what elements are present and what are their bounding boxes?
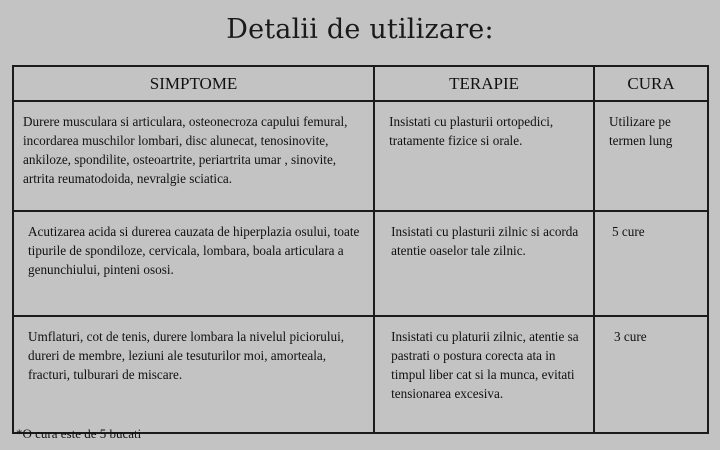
symptoms-cell: Durere musculara si articulara, osteonecroza capului femural, incordarea muschilor lombari, disc alunecat, tenosinovite, ankiloze, spondilite, osteoartrite, periartrita umar , sinovite, artrita reumatodoida, nevralgie sciatica. [13,101,374,211]
symptoms-cell: Umflaturi, cot de tenis, durere lombara la nivelul piciorului, dureri de membre, leziuni ale tesuturilor moi, amorteala, fracturi, tulburari de miscare. [13,316,374,433]
symptoms-cell: Acutizarea acida si durerea cauzata de hiperplazia osului, toate tipurile de spondiloze, cervicala, lombara, boala articulara a genunchiului, pinteni ososi. [13,211,374,316]
footnote: *O cura este de 5 bucati [16,426,142,441]
cure-cell: 3 cure [594,316,708,433]
table-row [13,211,708,316]
therapy-cell: Insistati cu plasturii zilnic si acorda atentie oaselor tale zilnic. [374,211,594,316]
therapy-cell: Insistati cu plasturii ortopedici, tratamente fizice si orale. [374,101,594,211]
cure-cell: 5 cure [594,211,708,316]
usage-details-table [12,65,709,434]
table-row [13,316,708,433]
cure-cell: Utilizare pe termen lung [594,101,708,211]
header-simptome: SIMPTOME [13,66,374,101]
header-cura: CURA [594,66,708,101]
table-header-row [13,66,708,101]
header-terapie: TERAPIE [374,66,594,101]
therapy-cell: Insistati cu platurii zilnic, atentie sa pastrati o postura corecta ata in timpul liber cat si la munca, evitati tensionarea excesiva. [374,316,594,433]
table-row [13,101,708,211]
page-title: Detalii de utilizare: [226,14,494,45]
